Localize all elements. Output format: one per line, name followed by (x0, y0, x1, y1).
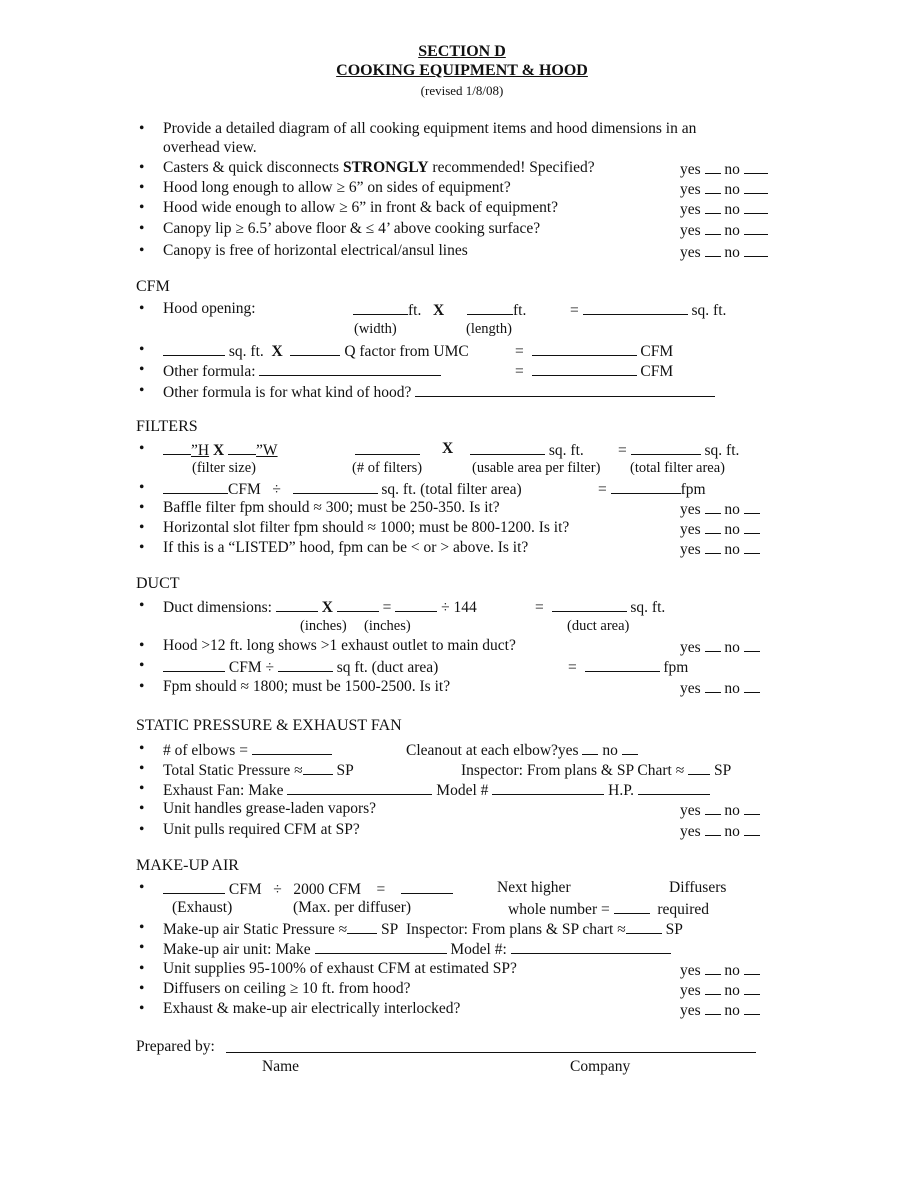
width-caption: (width) (354, 321, 397, 337)
yes-no-field[interactable] (680, 678, 760, 698)
sqft-unit: sq. ft. (548, 442, 584, 459)
duct-height-blank[interactable] (337, 597, 379, 612)
yes-no-field[interactable] (680, 821, 760, 841)
duct-area-caption: (duct area) (567, 618, 630, 634)
next-higher-label: Next higher (497, 879, 571, 896)
no-blank[interactable] (744, 519, 760, 534)
cfm-sp-check: Unit pulls required CFM at SP? (163, 821, 360, 838)
casters-text: Casters & quick disconnects (163, 159, 343, 176)
yes-label: yes (680, 823, 701, 840)
yes-label: yes (680, 521, 701, 538)
total-sp-field[interactable] (163, 760, 354, 780)
no-label: no (724, 680, 740, 697)
bullet: • (139, 657, 145, 674)
bullet: • (139, 479, 145, 496)
divide-sign: ÷ (272, 481, 281, 498)
num-filters-caption: (# of filters) (352, 460, 423, 476)
no-blank[interactable] (744, 220, 768, 235)
yes-no-field[interactable] (680, 800, 760, 820)
cfm-unit: CFM (228, 481, 261, 498)
inspector-label: Inspector: From plans & SP Chart ≈ (461, 762, 685, 779)
other-formula-blank[interactable] (259, 361, 441, 376)
no-label: no (724, 201, 740, 218)
height-unit: ”H (191, 442, 210, 459)
prepared-by-field[interactable] (226, 1038, 756, 1058)
bullet: • (139, 220, 145, 237)
hood-width-field[interactable] (353, 300, 448, 320)
yes-blank[interactable] (705, 678, 721, 693)
equals-sign: = (568, 659, 577, 676)
yes-blank[interactable] (582, 740, 598, 755)
yes-no-field[interactable] (680, 242, 768, 262)
other-formula-field[interactable] (163, 361, 441, 381)
times-sign: X (432, 302, 445, 319)
quotient-blank[interactable] (401, 879, 453, 894)
static-heading: STATIC PRESSURE & EXHAUST FAN (136, 717, 402, 734)
max-per-caption: (Max. per diffuser) (293, 899, 412, 916)
width-blank[interactable] (353, 300, 408, 315)
duct-dimensions-row (163, 597, 477, 617)
bullet: • (139, 879, 145, 896)
no-label: no (724, 521, 740, 538)
total-sp-label: Total Static Pressure ≈ (163, 762, 303, 779)
cleanout-label: Cleanout at each elbow?yes (406, 742, 579, 759)
bullet: • (139, 980, 145, 997)
duct-area-blank[interactable] (552, 597, 627, 612)
duct-area-field[interactable] (535, 597, 665, 617)
other-cfm-field[interactable] (515, 361, 673, 381)
fpm-unit: fpm (663, 659, 689, 676)
yes-no-field[interactable] (680, 199, 768, 219)
intro-item-hood-long: Hood long enough to allow ≥ 6” on sides of equipment? (163, 179, 511, 196)
elbows-label: # of elbows = (163, 742, 248, 759)
divide-144: ÷ 144 (441, 599, 477, 616)
whole-number-label: whole number = (508, 901, 610, 918)
length-blank[interactable] (467, 300, 513, 315)
no-label: no (724, 222, 740, 239)
hood-kind-field[interactable] (163, 382, 715, 402)
equals-sign: = (598, 481, 607, 498)
cfm-unit: CFM (640, 363, 674, 380)
no-blank[interactable] (622, 740, 638, 755)
yes-label: yes (680, 680, 701, 697)
bullet: • (139, 919, 145, 936)
sp-blank[interactable] (303, 760, 333, 775)
bullet: • (139, 361, 145, 378)
no-blank[interactable] (744, 800, 760, 815)
times-sign: X (321, 599, 333, 616)
whole-number-field[interactable] (508, 899, 709, 919)
no-label: no (724, 541, 740, 558)
equals-sign: = (515, 363, 524, 380)
yes-label: yes (680, 962, 701, 979)
exhaust-fan-row (163, 780, 710, 800)
yes-no-field[interactable] (680, 159, 768, 179)
no-label: no (602, 742, 618, 759)
yes-no-field[interactable] (680, 220, 768, 240)
yes-label: yes (680, 222, 701, 239)
no-label: no (724, 639, 740, 656)
filters-heading: FILTERS (136, 418, 198, 435)
outlet-check: Hood >12 ft. long shows >1 exhaust outlet to main duct? (163, 637, 516, 654)
bullet: • (139, 1000, 145, 1017)
sp-unit: SP (381, 921, 399, 938)
equals-sign: = (535, 599, 544, 616)
no-blank[interactable] (744, 960, 760, 975)
yes-blank[interactable] (705, 821, 721, 836)
filter-fpm-row (163, 479, 522, 499)
cfm-blank[interactable] (532, 361, 637, 376)
sqft-unit: sq. ft. (704, 442, 740, 459)
hood-area-field[interactable] (570, 300, 726, 320)
interlock-check: Exhaust & make-up air electrically interlocked? (163, 1000, 461, 1017)
height-blank[interactable] (163, 440, 191, 455)
casters-text-end: recommended! Specified? (428, 159, 595, 176)
bullet: • (139, 539, 145, 556)
bullet: • (139, 637, 145, 654)
q-blank[interactable] (290, 341, 340, 356)
prepared-by-label: Prepared by: (136, 1038, 215, 1055)
yes-blank[interactable] (705, 960, 721, 975)
width-unit: ”W (256, 442, 278, 459)
yes-label: yes (680, 541, 701, 558)
yes-blank[interactable] (705, 539, 721, 554)
bullet: • (139, 341, 145, 358)
cfm-result-field[interactable] (515, 341, 673, 361)
duct-area-unit: sq ft. (duct area) (336, 659, 439, 676)
sqft-blank[interactable] (163, 341, 225, 356)
no-label: no (724, 962, 740, 979)
duct-width-blank[interactable] (276, 597, 318, 612)
hood-kind-label: Other formula is for what kind of hood? (163, 384, 412, 401)
elbows-blank[interactable] (252, 740, 332, 755)
sp-unit: SP (336, 762, 354, 779)
times-text: X (442, 440, 454, 457)
equals-sign: = (618, 442, 627, 459)
yes-blank[interactable] (705, 179, 721, 194)
prepared-by-blank[interactable] (226, 1038, 756, 1053)
yes-label: yes (680, 181, 701, 198)
sp-unit: SP (713, 762, 732, 779)
slot-check: Horizontal slot filter fpm should ≈ 1000; must be 800-1200. Is it? (163, 519, 570, 536)
inspector-sp-field[interactable] (461, 760, 731, 780)
no-label: no (724, 244, 740, 261)
yes-blank[interactable] (705, 499, 721, 514)
revised-date: (revised 1/8/08) (420, 83, 504, 98)
yes-label: yes (680, 501, 701, 518)
intro-item-canopy-lip: Canopy lip ≥ 6.5’ above floor & ≤ 4’ above cooking surface? (163, 220, 541, 237)
bullet: • (139, 960, 145, 977)
usable-area-blank[interactable] (470, 440, 545, 455)
other-formula-label: Other formula: (163, 363, 256, 380)
yes-label: yes (680, 639, 701, 656)
no-label: no (724, 161, 740, 178)
fpm-check: Fpm should ≈ 1800; must be 1500-2500. Is it? (163, 678, 451, 695)
page-title: COOKING EQUIPMENT & HOOD (336, 62, 588, 79)
intro-item-canopy-free: Canopy is free of horizontal electrical/ansul lines (163, 242, 468, 259)
bullet: • (139, 440, 145, 457)
num-filters-blank[interactable] (355, 440, 420, 455)
yes-blank[interactable] (705, 1000, 721, 1015)
no-blank[interactable] (744, 539, 760, 554)
duct-heading: DUCT (136, 575, 180, 592)
no-label: no (724, 982, 740, 999)
yes-blank[interactable] (705, 637, 721, 652)
name-caption: Name (262, 1058, 300, 1075)
bullet: • (139, 760, 145, 777)
total-area-blank[interactable] (293, 479, 378, 494)
inches-caption: (inches) (364, 618, 411, 634)
diffusers-label: Diffusers (669, 879, 727, 896)
filter-size-caption: (filter size) (192, 460, 257, 476)
divide-sign: ÷ (273, 881, 282, 898)
yes-no-field[interactable] (680, 519, 760, 539)
yes-no-field[interactable] (680, 637, 760, 657)
grease-check: Unit handles grease-laden vapors? (163, 800, 377, 817)
no-blank[interactable] (744, 179, 768, 194)
q-factor-label: Q factor from UMC (344, 343, 469, 360)
intro-item-casters (163, 159, 595, 177)
filter-size-field[interactable] (163, 440, 278, 460)
bullet: • (139, 678, 145, 695)
total-area-caption: (total filter area) (630, 460, 725, 476)
yes-blank[interactable] (705, 800, 721, 815)
no-blank[interactable] (744, 821, 760, 836)
area-blank[interactable] (583, 300, 688, 315)
no-blank[interactable] (744, 1000, 760, 1015)
intro-item-diagram-line2: overhead view. (163, 139, 257, 156)
bullet: • (139, 179, 145, 196)
equals-sign: = (376, 881, 386, 898)
yes-no-field[interactable] (680, 1000, 760, 1020)
bullet: • (139, 120, 145, 137)
model-blank[interactable] (492, 780, 604, 795)
yes-blank[interactable] (705, 242, 721, 257)
yes-blank[interactable] (705, 980, 721, 995)
yes-label: yes (680, 982, 701, 999)
section-label: SECTION D (418, 43, 506, 60)
unit-make-blank[interactable] (315, 939, 447, 954)
makeup-sp-label: Make-up air Static Pressure ≈ (163, 921, 348, 938)
equals-sign: = (382, 599, 392, 616)
baffle-check: Baffle filter fpm should ≈ 300; must be 250-350. Is it? (163, 499, 500, 516)
hp-label: H.P. (608, 782, 634, 799)
fan-make-label: Exhaust Fan: Make (163, 782, 284, 799)
yes-label: yes (680, 802, 701, 819)
bullet: • (139, 597, 145, 614)
cleanout-field[interactable] (406, 740, 638, 760)
listed-check: If this is a “LISTED” hood, fpm can be < or > above. Is it? (163, 539, 529, 556)
bullet: • (139, 939, 145, 956)
no-label: no (724, 181, 740, 198)
usable-area-caption: (usable area per filter) (472, 460, 601, 476)
total-area-field[interactable] (618, 440, 739, 460)
inches-caption: (inches) (300, 618, 347, 634)
duct-dimensions-label: Duct dimensions: (163, 599, 272, 616)
no-blank[interactable] (744, 637, 760, 652)
duct-fpm-field[interactable] (568, 657, 688, 677)
required-label: required (657, 901, 709, 918)
unit-make-label: Make-up air unit: Make (163, 941, 311, 958)
hood-opening-label: Hood opening: (163, 300, 256, 317)
exhaust-cfm-blank[interactable] (163, 879, 225, 894)
hood-kind-blank[interactable] (415, 382, 715, 397)
intro-item-hood-wide: Hood wide enough to allow ≥ 6” in front & back of equipment? (163, 199, 559, 216)
elbows-field[interactable] (163, 740, 332, 760)
sqft-unit: sq. ft. (691, 302, 727, 319)
exhaust-caption: (Exhaust) (172, 899, 233, 916)
ft-unit: ft. (513, 302, 527, 319)
bullet: • (139, 159, 145, 176)
makeup-unit-row (163, 939, 671, 959)
cfm-unit: CFM (228, 881, 262, 898)
diffuser-distance-check: Diffusers on ceiling ≥ 10 ft. from hood? (163, 980, 411, 997)
equals-sign: = (515, 343, 524, 360)
yes-no-field[interactable] (680, 980, 760, 1000)
yes-label: yes (680, 161, 701, 178)
no-label: no (724, 501, 740, 518)
yes-blank[interactable] (705, 220, 721, 235)
bullet: • (139, 242, 145, 259)
sqft-unit: sq. ft. (630, 599, 666, 616)
model-label: Model #: (450, 941, 507, 958)
yes-label: yes (680, 201, 701, 218)
yes-blank[interactable] (705, 199, 721, 214)
hp-blank[interactable] (638, 780, 710, 795)
max-cfm: 2000 CFM (293, 881, 362, 898)
usable-area-field[interactable] (470, 440, 584, 460)
duct-fpm-row (163, 657, 438, 677)
model-blank[interactable] (511, 939, 671, 954)
sp-blank[interactable] (688, 760, 710, 775)
yes-no-field[interactable] (680, 499, 760, 519)
cfm-heading: CFM (136, 278, 170, 295)
makeup-heading: MAKE-UP AIR (136, 857, 239, 874)
bullet: • (139, 519, 145, 536)
duct-sqin-blank[interactable] (395, 597, 437, 612)
yes-blank[interactable] (705, 519, 721, 534)
total-area-blank[interactable] (631, 440, 701, 455)
no-label: no (724, 1002, 740, 1019)
times-sign: X (271, 343, 283, 360)
no-label: no (724, 823, 740, 840)
no-blank[interactable] (744, 678, 760, 693)
no-label: no (724, 802, 740, 819)
cfm-blank[interactable] (532, 341, 637, 356)
bullet: • (139, 382, 145, 399)
no-blank[interactable] (744, 499, 760, 514)
sp-unit: SP (665, 921, 683, 938)
q-factor-row (163, 341, 469, 361)
bullet: • (139, 780, 145, 797)
cfm-blank[interactable] (163, 479, 228, 494)
hood-length-field[interactable] (467, 300, 526, 320)
intro-item-diagram-line1: Provide a detailed diagram of all cooking equipment items and hood dimensions in an (163, 120, 697, 137)
fpm-unit: fpm (680, 481, 706, 498)
no-blank[interactable] (744, 199, 768, 214)
times-sign: X (212, 442, 225, 459)
cfm-blank[interactable] (163, 657, 225, 672)
yes-no-field[interactable] (680, 960, 760, 980)
sqft-unit: sq. ft. (228, 343, 264, 360)
sp-blank[interactable] (347, 919, 377, 934)
yes-no-field[interactable] (680, 539, 760, 559)
whole-number-blank[interactable] (614, 899, 650, 914)
total-area-unit: sq. ft. (total filter area) (381, 481, 522, 498)
width-blank[interactable] (228, 440, 256, 455)
fan-make-blank[interactable] (287, 780, 432, 795)
no-blank[interactable] (744, 159, 768, 174)
yes-no-field[interactable] (680, 179, 768, 199)
cfm-unit: CFM (640, 343, 674, 360)
diffuser-calc-row (163, 879, 453, 899)
num-filters-field[interactable] (355, 440, 420, 460)
sp-blank[interactable] (626, 919, 662, 934)
inspector-label: Inspector: From plans & SP chart ≈ (406, 921, 626, 938)
company-caption: Company (570, 1058, 631, 1075)
length-caption: (length) (466, 321, 512, 337)
ft-unit: ft. (408, 302, 422, 319)
filter-fpm-field[interactable] (598, 479, 706, 499)
cfm-divide: CFM ÷ (228, 659, 274, 676)
fpm-blank[interactable] (611, 479, 681, 494)
bullet: • (139, 199, 145, 216)
model-label: Model # (436, 782, 489, 799)
makeup-sp-row (163, 919, 683, 939)
bullet: • (139, 300, 145, 317)
yes-label: yes (680, 1002, 701, 1019)
times-sign (442, 440, 453, 458)
yes-blank[interactable] (705, 159, 721, 174)
no-blank[interactable] (744, 980, 760, 995)
bullet: • (139, 800, 145, 817)
supply-check: Unit supplies 95-100% of exhaust CFM at estimated SP? (163, 960, 517, 977)
bullet: • (139, 499, 145, 516)
bullet: • (139, 740, 145, 757)
strongly-text: STRONGLY (342, 159, 429, 176)
duct-area-blank[interactable] (278, 657, 333, 672)
no-blank[interactable] (744, 242, 768, 257)
yes-label: yes (680, 244, 701, 261)
bullet: • (139, 821, 145, 838)
fpm-blank[interactable] (585, 657, 660, 672)
equals-sign: = (570, 302, 579, 319)
